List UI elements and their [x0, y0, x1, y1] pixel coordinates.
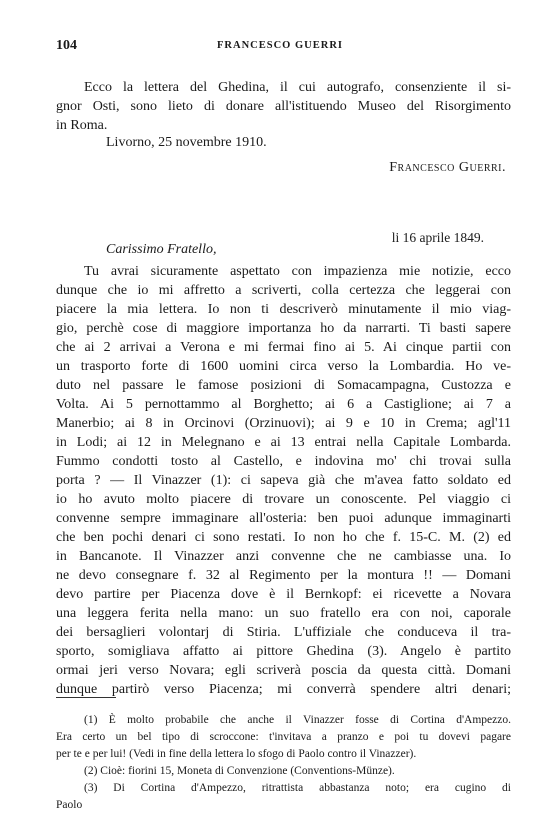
letter-line: duto nel passare le famose posizioni di Somacampagna, Custozza e [56, 378, 511, 393]
letter-line: piacere la mia lettera. Io non ti descriverò minutamente il mio viag- [56, 302, 511, 317]
letter-line: io ho avuto molto piacere di trovare un conoscente. Pel viaggio ci [56, 492, 511, 507]
letter-line: Tu avrai sicuramente aspettato con impazienza mie notizie, ecco [84, 264, 511, 279]
letter-line: in Bancanote. Il Vinazzer anzi convenne che ne cambiasse una. Io [56, 549, 511, 564]
letter-line: sporto, somigliava affatto ai pittore Ghedina (3). Angelo è partito [56, 644, 511, 659]
footnote-line: Paolo [56, 799, 83, 811]
letter-line: dunque che io mi affretto a scriverti, colla certezza che leggerai con [56, 283, 511, 298]
letter-line: convenne sempre immaginare all'osteria: ben puoi adunque immaginarti [56, 511, 511, 526]
footnote-line: per te e per lui! (Vedi in fine della lettera lo sfogo di Paolo contro il Vinazzer). [56, 748, 417, 760]
letter-date: li 16 aprile 1849. [391, 230, 484, 245]
letter-line: Fummo condotti tosto al Castello, e indovina mo' chi trovai sulla [56, 454, 511, 469]
place-date: Livorno, 25 novembre 1910. [106, 135, 267, 150]
letter-line: Volta. Ai 5 pernottammo al Borghetto; ai 6 a Castiglione; ai 7 a [56, 397, 511, 412]
letter-line: che ai 2 arrivai a Verona e mi fermai fino ai 5. Ai cinque partii con [56, 340, 511, 355]
intro-line: Ecco la lettera del Ghedina, il cui autografo, consenziente il si- [84, 80, 511, 95]
letter-line: ne devo consegnare f. 32 al Regimento per la montura !! — Domani [56, 568, 511, 583]
page-number: 104 [56, 38, 77, 53]
letter-line: che ben pochi denari ci sono restati. Io non ho che f. 15-C. M. (2) ed [56, 530, 511, 545]
letter-line: in Lodi; ai 12 in Melegnano e ai 13 entrai nella Capitale Lombarda. [56, 435, 511, 450]
salutation: Carissimo Fratello, [106, 242, 217, 257]
running-title: FRANCESCO GUERRI [217, 40, 343, 51]
letter-line: dunque partirò verso Piacenza; mi converrà spendere altri denari; [56, 682, 511, 697]
intro-line: gnor Osti, sono lieto di donare all'istituendo Museo del Risorgimento [56, 99, 511, 114]
footnote-line: Era certo un bel tipo di scroccone: t'invitava a pranzo e poi tu dovevi pagare [56, 731, 511, 743]
letter-line: gio, perchè cose di maggiore importanza ho da narrarti. Ti basti sapere [56, 321, 511, 336]
letter-line: dei bersaglieri volontarj di Stiria. L'uffiziale che conduceva il tra- [56, 625, 511, 640]
footnote-line: (1) È molto probabile che anche il Vinazzer fosse di Cortina d'Ampezzo. [84, 714, 511, 726]
signature: Francesco Guerri. [389, 160, 506, 175]
letter-body [56, 262, 511, 699]
page-header [56, 38, 504, 54]
intro-line: in Roma. [56, 118, 108, 133]
letter-line: devo partire per Piacenza dove è il Bernkopf: ei ricevette a Novara [56, 587, 511, 602]
footnotes [56, 712, 511, 814]
letter-line: un trasporto forte di 1600 uomini circa verso la Lombardia. Ho ve- [56, 359, 511, 374]
footnote-divider [56, 697, 116, 698]
letter-line: Manerbio; ai 8 in Orcinovi (Orzinuovi); ai 9 e 10 in Crema; agl'11 [56, 416, 511, 431]
letter-line: ormai jeri verso Novara; egli scriverà poscia da questa città. Domani [56, 663, 511, 678]
footnote-line: (3) Di Cortina d'Ampezzo, ritrattista abbastanza noto; era cugino di [84, 782, 511, 794]
letter-line: porta ? — Il Vinazzer (1): ci sapeva già che m'avea fatto soldato ed [56, 473, 511, 488]
intro-paragraph [56, 78, 511, 135]
letter-line: una leggera ferita nella mano: un suo fratello era con noi, caporale [56, 606, 511, 621]
footnote-line: (2) Cioè: fiorini 15, Moneta di Convenzione (Conventions-Münze). [84, 765, 395, 777]
